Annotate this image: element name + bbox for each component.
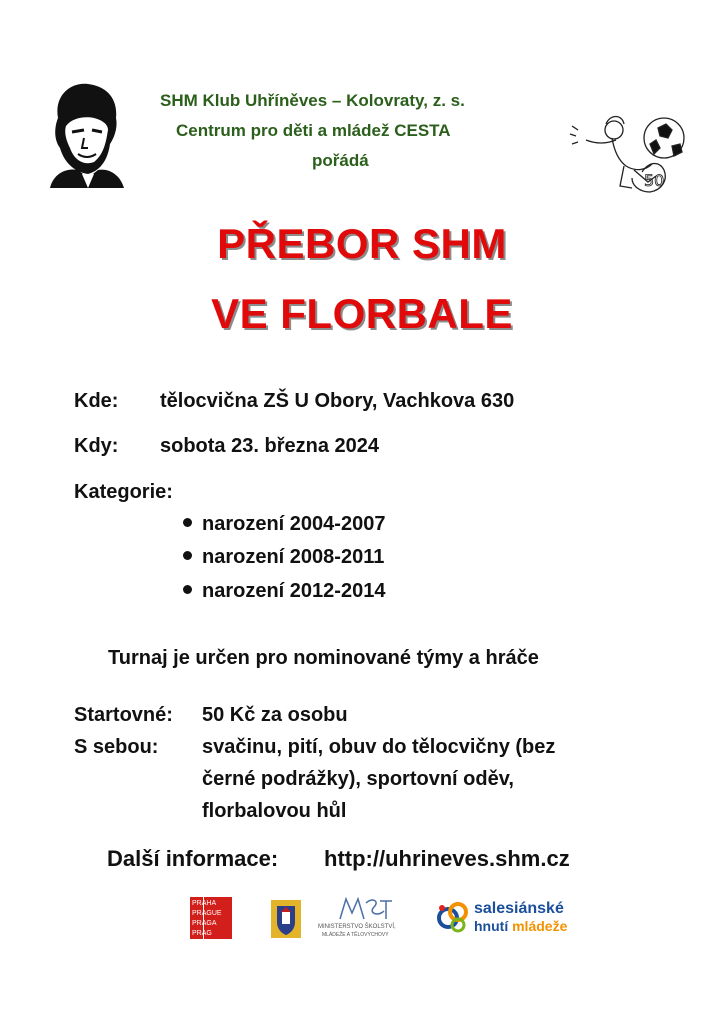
fee-label: Startovné:: [74, 704, 173, 726]
category-text: narození 2004-2007: [202, 513, 386, 535]
portrait-illustration: [44, 78, 126, 188]
msmt-caption: MINISTERSTVO ŠKOLSTVÍ,: [318, 924, 396, 930]
fee-value: 50 Kč za osobu: [202, 704, 348, 726]
salesian-text-mladeze: mládeže: [512, 918, 568, 934]
bring-line-1: svačinu, pití, obuv do tělocvičny (bez: [202, 736, 556, 758]
bring-line-2: černé podrážky), sportovní oděv,: [202, 768, 514, 790]
bullet-icon: [183, 551, 192, 560]
salesian-text-hnuti: hnutí: [474, 918, 509, 934]
praha-logo: [190, 897, 232, 939]
event-title-line-2: VE FLORBALE: [211, 290, 513, 337]
tournament-note: Turnaj je určen pro nominované týmy a hráče: [108, 647, 539, 669]
organizer-name: SHM Klub Uhříněves – Kolovraty, z. s.: [160, 91, 465, 110]
praha-line: PRAGA: [192, 920, 217, 927]
event-title-line-1: PŘEBOR SHM: [217, 220, 507, 267]
where-value: tělocvična ZŠ U Obory, Vachkova 630: [160, 390, 515, 412]
svg-text:50: 50: [644, 171, 665, 190]
salesian-text-line-1: salesiánské: [474, 900, 564, 917]
category-item: [183, 513, 385, 536]
categories-label: Kategorie:: [74, 481, 173, 503]
category-text: narození 2008-2011: [202, 546, 385, 568]
where-label: Kde:: [74, 390, 119, 412]
praha-line: PRAHA: [192, 900, 217, 907]
praha-line: PRAGUE: [192, 910, 222, 917]
when-value: sobota 23. března 2024: [160, 435, 379, 457]
bullet-icon: [183, 585, 192, 594]
category-item: [183, 580, 385, 603]
category-item: [183, 546, 384, 569]
football-player-cartoon: [566, 100, 690, 200]
bring-label: S sebou:: [74, 736, 159, 758]
bullet-icon: [183, 518, 192, 527]
organizer-presents: pořádá: [312, 151, 369, 170]
msmt-logo: [316, 895, 408, 941]
organizer-centre: Centrum pro děti a mládež CESTA: [176, 121, 451, 140]
bring-line-3: florbalovou hůl: [202, 800, 347, 822]
coat-of-arms-logo: [271, 900, 301, 938]
salesian-movement-logo: [434, 898, 594, 938]
category-text: narození 2012-2014: [202, 580, 386, 602]
msmt-caption: MLÁDEŽE A TĚLOVÝCHOVY: [322, 932, 389, 938]
when-label: Kdy:: [74, 435, 119, 457]
info-url-link[interactable]: http://uhrineves.shm.cz: [324, 846, 570, 871]
praha-line: PRAG: [192, 930, 212, 937]
info-label: Další informace:: [107, 846, 279, 871]
